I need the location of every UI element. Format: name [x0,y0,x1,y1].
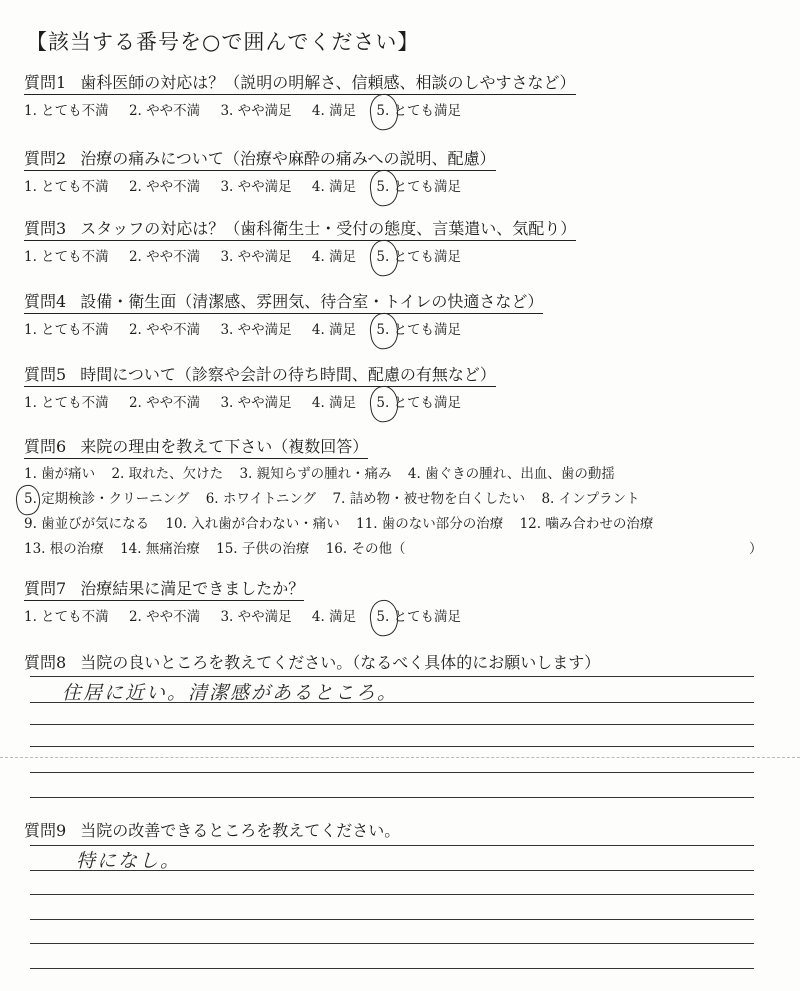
option-4[interactable]: 4. 満足 [311,179,357,195]
question-number: 質問1 [24,73,67,92]
option-toothache[interactable]: 1. 歯が痛い [24,466,96,482]
option-broken-chipped[interactable]: 2. 取れた、欠けた [111,466,224,482]
option-dentures[interactable]: 10. 入れ歯が合わない・痛い [165,516,340,532]
question-text: 当院の良いところを教えてください。（なるべく具体的にお願いします） [80,653,601,672]
option-alignment[interactable]: 9. 歯並びが気になる [24,516,150,532]
question-2-choices [24,175,770,195]
answer-line [30,919,754,920]
option-5-selected[interactable] [376,395,461,411]
page-heading: 【該当する番号を○で囲んでください】 [26,30,420,54]
option-2[interactable]: 2. やや不満 [128,609,201,625]
option-3[interactable]: 3. やや満足 [220,249,292,265]
question-3-choices [24,245,770,265]
question-5 [24,362,770,411]
question-text: 治療の痛みについて（治療や麻酔の痛みへの説明、配慮） [80,149,496,168]
option-4[interactable]: 4. 満足 [311,103,357,119]
answer-line [30,724,754,725]
option-checkup-cleaning-selected[interactable] [24,491,189,507]
question-number: 質問4 [24,292,67,311]
option-3[interactable]: 3. やや満足 [220,395,292,411]
question-6-choices [24,462,770,562]
option-label: 5. とても満足 [376,249,462,265]
option-2[interactable]: 2. やや不満 [128,103,201,119]
answer-line [30,968,754,969]
question-text: 当院の改善できるところを教えてください。 [80,821,401,840]
option-4[interactable]: 4. 満足 [311,609,357,625]
option-3[interactable]: 3. やや満足 [220,179,292,195]
question-4 [24,289,770,338]
option-5-selected[interactable] [376,609,461,625]
option-2[interactable]: 2. やや不満 [128,249,201,265]
other-close-paren: ） [749,541,763,557]
option-3[interactable]: 3. やや満足 [220,322,292,338]
question-text: 来院の理由を教えて下さい（複数回答） [80,437,369,456]
option-painless[interactable]: 14. 無痛治療 [120,541,200,557]
option-5-selected[interactable] [376,179,461,195]
option-missing-teeth[interactable]: 11. 歯のない部分の治療 [356,516,504,532]
question-number: 質問7 [24,579,67,598]
option-1[interactable]: 1. とても不満 [24,395,109,411]
option-2[interactable]: 2. やや不満 [128,395,201,411]
scan-seam [0,757,800,758]
question-6 [24,434,770,562]
question-text: 治療結果に満足できましたか？ [80,579,305,598]
choice-row [24,487,770,512]
question-1-title [24,70,576,95]
choice-row [24,512,770,537]
option-label: 5. とても満足 [376,322,462,338]
question-7 [24,576,770,625]
option-2[interactable]: 2. やや不満 [128,179,201,195]
answer-line [30,702,754,703]
question-7-choices [24,605,770,625]
question-number: 質問2 [24,149,67,168]
question-2-title [24,146,496,171]
option-5-selected[interactable] [376,249,461,265]
choice-row [24,462,770,487]
answer-line [30,894,754,895]
question-number: 質問6 [24,437,67,456]
answer-line [30,772,754,773]
answer-line [30,746,754,747]
question-1 [24,70,770,119]
option-1[interactable]: 1. とても不満 [24,322,109,338]
option-4[interactable]: 4. 満足 [311,395,357,411]
question-4-title [24,289,543,314]
option-1[interactable]: 1. とても不満 [24,609,109,625]
option-wisdom-tooth[interactable]: 3. 親知らずの腫れ・痛み [239,466,392,482]
option-label: 5. とても満足 [376,609,462,625]
option-root-canal[interactable]: 13. 根の治療 [24,541,104,557]
question-9-title [24,818,770,841]
option-bite[interactable]: 12. 噛み合わせの治療 [519,516,654,532]
option-label: 5. 定期検診・クリーニング [24,491,190,507]
question-6-title [24,434,368,459]
question-3-title [24,216,576,241]
question-text: スタッフの対応は？（歯科衛生士・受付の態度、言葉遣い、気配り） [80,219,577,238]
option-1[interactable]: 1. とても不満 [24,103,109,119]
answer-line [30,870,754,871]
option-2[interactable]: 2. やや不満 [128,322,201,338]
question-5-title [24,362,496,387]
question-3 [24,216,770,265]
question-5-choices [24,391,770,411]
option-label: 5. とても満足 [376,103,462,119]
option-5-selected[interactable] [376,103,461,119]
option-5-selected[interactable] [376,322,461,338]
question-4-choices [24,318,770,338]
option-label: 5. とても満足 [376,395,462,411]
option-1[interactable]: 1. とても不満 [24,179,109,195]
question-9 [24,818,770,841]
option-3[interactable]: 3. やや満足 [220,103,292,119]
option-implant[interactable]: 8. インプラント [541,491,640,507]
choice-row [24,537,770,562]
option-3[interactable]: 3. やや満足 [220,609,292,625]
option-label: 5. とても満足 [376,179,462,195]
question-text: 設備・衛生面（清潔感、雰囲気、待合室・トイレの快適さなど） [80,292,544,311]
question-8 [24,650,770,673]
option-other[interactable]: 16. その他（ [325,541,406,557]
question-8-answer[interactable]: 住居に近い。清潔感があるところ。 [62,682,399,704]
option-child[interactable]: 15. 子供の治療 [216,541,310,557]
question-number: 質問9 [24,821,67,840]
question-1-choices [24,99,770,119]
question-9-answer[interactable]: 特になし。 [76,850,182,872]
question-number: 質問8 [24,653,67,672]
question-8-title [24,650,770,673]
option-gum-problems[interactable]: 4. 歯ぐきの腫れ、出血、歯の動揺 [407,466,615,482]
question-text: 歯科医師の対応は？（説明の明解さ、信頼感、相談のしやすさなど） [80,73,576,92]
option-whitening[interactable]: 6. ホワイトニング [205,491,317,507]
option-white-fillings[interactable]: 7. 詰め物・被せ物を白くしたい [332,491,526,507]
answer-line [30,797,754,798]
question-2 [24,146,770,195]
question-text: 時間について（診察や会計の待ち時間、配慮の有無など） [80,365,496,384]
question-number: 質問5 [24,365,67,384]
option-4[interactable]: 4. 満足 [311,322,357,338]
answer-line [30,676,754,677]
option-1[interactable]: 1. とても不満 [24,249,109,265]
question-7-title [24,576,304,601]
answer-line [30,943,754,944]
question-number: 質問3 [24,219,67,238]
option-4[interactable]: 4. 満足 [311,249,357,265]
